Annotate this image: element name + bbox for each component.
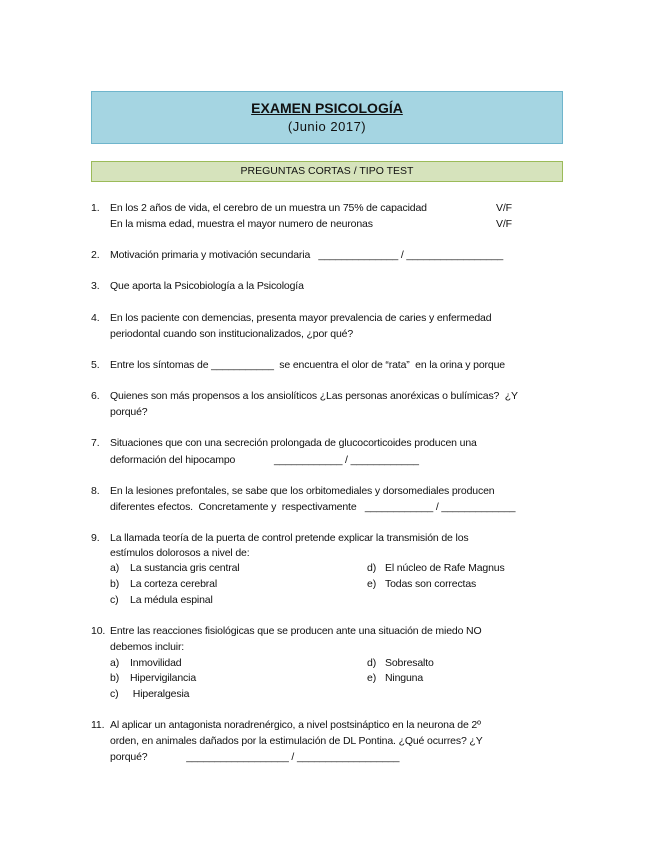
option-text: Ninguna	[385, 672, 424, 684]
option-text: Inmovilidad	[130, 657, 182, 669]
question-number: 8.	[91, 485, 100, 497]
question-text: Motivación primaria y motivación secundaria ______________ / _________________	[110, 249, 504, 261]
question-text: Al aplicar un antagonista noradrenérgico, a nivel postsináptico en la neurona de 2º	[110, 719, 481, 731]
question-number: 11.	[91, 719, 105, 731]
option-text: El núcleo de Rafe Magnus	[385, 562, 505, 574]
section-heading: PREGUNTAS CORTAS / TIPO TEST	[91, 161, 563, 182]
question-number: 3.	[91, 280, 100, 292]
question-text: En la lesiones prefontales, se sabe que los orbitomediales y dorsomediales producen	[110, 485, 495, 497]
true-false-answer: V/F	[496, 202, 512, 214]
question-number: 10.	[91, 625, 106, 637]
question-text: debemos incluir:	[110, 641, 185, 653]
question-text: diferentes efectos. Concretamente y respectivamente ____________ / _____________	[110, 501, 516, 513]
option-letter: d)	[367, 562, 377, 574]
option-letter: c)	[110, 688, 119, 700]
option-text: Hiperalgesia	[130, 688, 190, 700]
question-text: En la misma edad, muestra el mayor numero de neuronas	[110, 218, 373, 230]
option-text: La corteza cerebral	[130, 578, 218, 590]
question-text: estímulos dolorosos a nivel de:	[110, 547, 250, 559]
option-letter: a)	[110, 657, 120, 669]
question-number: 2.	[91, 249, 100, 261]
question-number: 1.	[91, 202, 100, 214]
option-text: Todas son correctas	[385, 578, 477, 590]
question-text: deformación del hipocampo ____________ / ____________	[110, 454, 419, 466]
option-text: La médula espinal	[130, 594, 213, 606]
question-number: 6.	[91, 390, 100, 402]
question-text: Quienes son más propensos a los ansiolíticos ¿Las personas anoréxicas o bulímicas? ¿Y	[110, 390, 518, 402]
option-text: Hipervigilancia	[130, 672, 197, 684]
question-text: Entre las reacciones fisiológicas que se producen ante una situación de miedo NO	[110, 625, 482, 637]
question-number: 5.	[91, 359, 100, 371]
true-false-answer: V/F	[496, 218, 512, 230]
question-text: porqué?	[110, 406, 148, 418]
question-text: Entre los síntomas de ___________ se encuentra el olor de “rata” en la orina y porque	[110, 359, 505, 371]
option-letter: a)	[110, 562, 120, 574]
option-letter: c)	[110, 594, 119, 606]
option-letter: e)	[367, 672, 377, 684]
option-text: La sustancia gris central	[130, 562, 240, 574]
exam-title: EXAMEN PSICOLOGÍA	[251, 100, 403, 116]
question-number: 7.	[91, 437, 100, 449]
option-letter: d)	[367, 657, 377, 669]
question-text: Situaciones que con una secreción prolongada de glucocorticoides producen una	[110, 437, 477, 449]
option-letter: b)	[110, 578, 120, 590]
option-text: Sobresalto	[385, 657, 434, 669]
question-text: En los paciente con demencias, presenta mayor prevalencia de caries y enfermedad	[110, 312, 492, 324]
question-number: 9.	[91, 532, 100, 544]
question-text: Que aporta la Psicobiología a la Psicología	[110, 280, 304, 292]
question-text: La llamada teoría de la puerta de control pretende explicar la transmisión de los	[110, 532, 469, 544]
title-box	[91, 91, 563, 144]
question-text: orden, en animales dañados por la estimulación de DL Pontina. ¿Qué ocurres? ¿Y	[110, 735, 483, 747]
question-text: porqué? __________________ / __________________	[110, 751, 400, 763]
option-letter: b)	[110, 672, 120, 684]
option-letter: e)	[367, 578, 377, 590]
question-text: periodontal cuando son institucionalizados, ¿por qué?	[110, 328, 354, 340]
exam-date: (Junio 2017)	[287, 119, 367, 134]
question-text: En los 2 años de vida, el cerebro de un muestra un 75% de capacidad	[110, 202, 427, 214]
question-number: 4.	[91, 312, 100, 324]
